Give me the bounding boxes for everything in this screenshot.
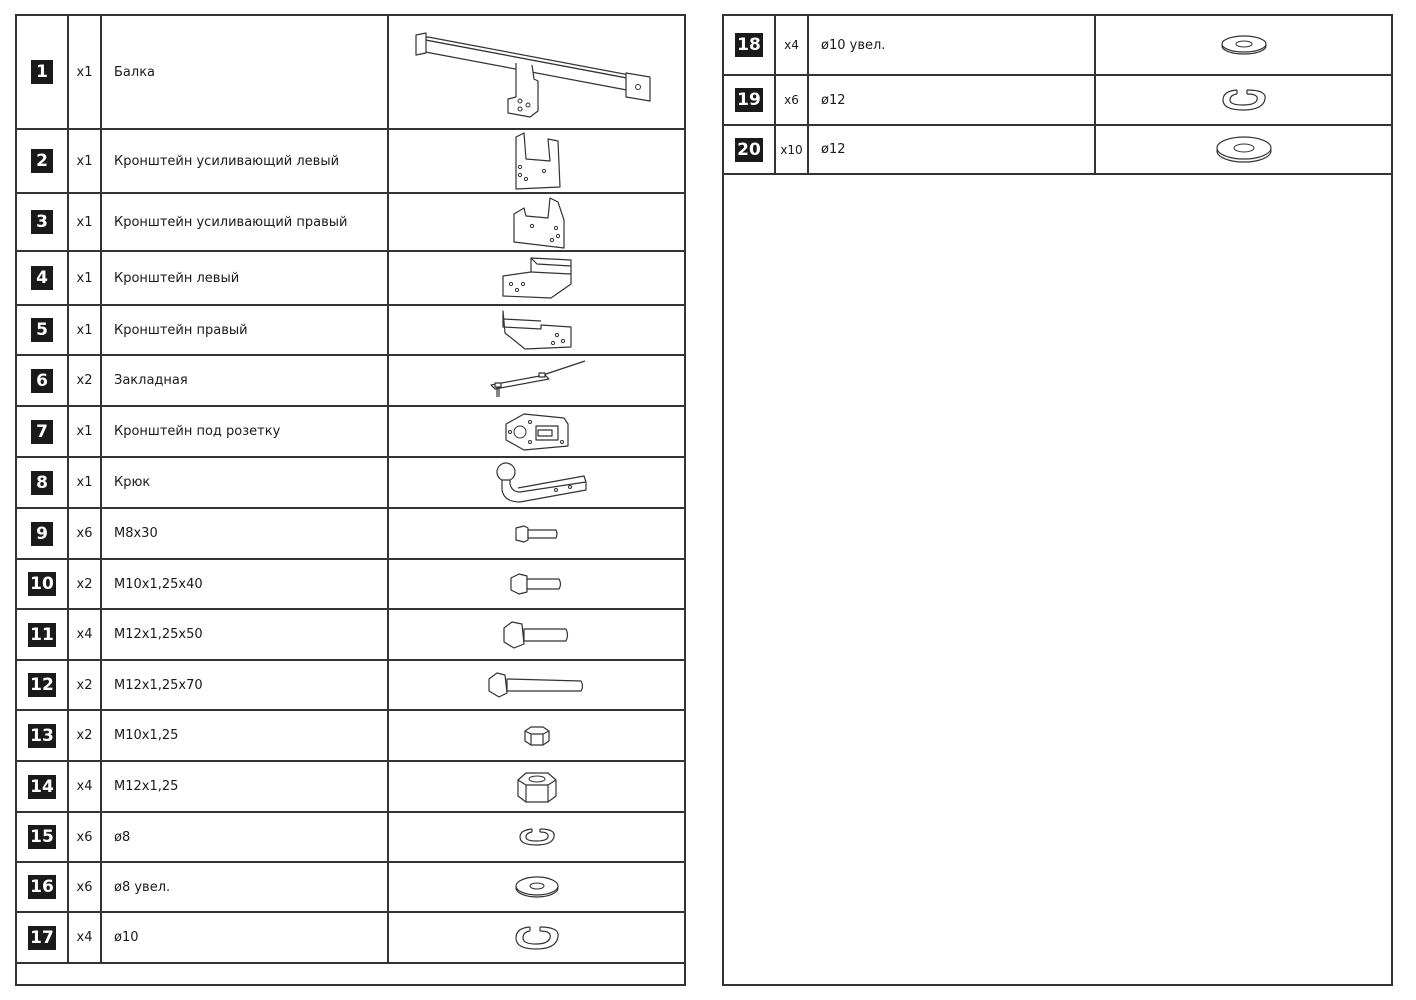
item-quantity: x1 (69, 306, 102, 354)
table-row (17, 356, 684, 407)
item-number: 1 (31, 60, 53, 84)
item-number: 20 (737, 139, 761, 160)
item-number: 8 (31, 471, 53, 495)
hex-nut-icon (514, 770, 560, 804)
item-name: Крюк (102, 458, 389, 507)
spring-washer-icon (512, 923, 562, 953)
item-name: M12x1,25 (102, 762, 389, 811)
table-row (17, 913, 684, 964)
item-name: Кронштейн усиливающий правый (102, 194, 389, 250)
item-quantity: x6 (69, 863, 102, 911)
item-number: 19 (737, 90, 761, 110)
spring-washer-icon (516, 825, 558, 849)
item-name: M10x1,25 (102, 711, 389, 760)
item-quantity: x4 (776, 16, 809, 74)
item-quantity: x2 (69, 711, 102, 760)
item-number: 4 (31, 266, 53, 290)
item-name: ø10 (102, 913, 389, 962)
item-number: 12 (30, 675, 54, 695)
table-row (17, 16, 684, 130)
item-name: M8x30 (102, 509, 389, 558)
item-number: 6 (31, 369, 53, 393)
item-name: Кронштейн усиливающий левый (102, 130, 389, 192)
flat-washer-icon (1219, 33, 1269, 57)
item-number: 15 (30, 827, 54, 847)
item-name: Балка (102, 16, 389, 128)
item-name: ø12 (809, 76, 1096, 124)
item-quantity: x1 (69, 407, 102, 456)
hex-nut-icon (521, 725, 553, 747)
reinforcing-bracket-right-icon (502, 194, 572, 250)
table-row (17, 661, 684, 711)
item-quantity: x6 (69, 813, 102, 861)
tow-ball-hook-icon (482, 460, 592, 506)
reinforcing-bracket-left-icon (502, 131, 572, 191)
item-quantity: x6 (776, 76, 809, 124)
parts-list-right-table (722, 14, 1393, 986)
table-row (724, 126, 1391, 175)
item-number: 17 (30, 927, 54, 948)
item-name: M12x1,25x50 (102, 610, 389, 659)
item-number: 10 (30, 574, 54, 594)
item-name: Закладная (102, 356, 389, 405)
item-name: M12x1,25x70 (102, 661, 389, 709)
item-name: Кронштейн правый (102, 306, 389, 354)
item-quantity: x1 (69, 130, 102, 192)
item-number: 13 (30, 725, 54, 746)
socket-bracket-icon (502, 410, 572, 454)
item-name: ø10 увел. (809, 16, 1096, 74)
item-name: ø8 (102, 813, 389, 861)
item-quantity: x4 (69, 913, 102, 962)
item-quantity: x10 (776, 126, 809, 173)
parts-list-left-table (15, 14, 686, 986)
item-quantity: x2 (69, 560, 102, 608)
item-quantity: x1 (69, 252, 102, 304)
item-number: 14 (30, 776, 54, 797)
item-number: 2 (31, 149, 53, 173)
table-row (724, 76, 1391, 126)
item-name: Кронштейн под розетку (102, 407, 389, 456)
spring-washer-icon (1219, 86, 1269, 114)
bolt-icon (502, 620, 572, 650)
table-row (17, 711, 684, 762)
item-quantity: x2 (69, 661, 102, 709)
item-number: 16 (30, 877, 54, 897)
table-row (17, 610, 684, 661)
item-number: 11 (30, 624, 54, 645)
flat-washer-icon (513, 875, 561, 899)
item-number: 3 (31, 210, 53, 234)
item-name: ø12 (809, 126, 1096, 173)
item-name: Кронштейн левый (102, 252, 389, 304)
item-name: M10x1,25x40 (102, 560, 389, 608)
table-row (17, 863, 684, 913)
table-row (17, 813, 684, 863)
table-row (17, 509, 684, 560)
flat-washer-icon (1214, 135, 1274, 165)
table-row (17, 306, 684, 356)
bolt-icon (512, 524, 562, 544)
bracket-left-icon (497, 254, 577, 302)
table-row (724, 16, 1391, 76)
table-row (17, 130, 684, 194)
item-number: 9 (31, 522, 53, 546)
item-number: 5 (31, 318, 53, 342)
item-quantity: x6 (69, 509, 102, 558)
item-quantity: x4 (69, 762, 102, 811)
item-name: ø8 увел. (102, 863, 389, 911)
bolt-icon (487, 671, 587, 699)
embedded-plate-icon (487, 359, 587, 403)
table-row (17, 560, 684, 610)
table-row (17, 458, 684, 509)
table-row (17, 407, 684, 458)
table-row (17, 252, 684, 306)
bolt-icon (509, 572, 565, 596)
item-number: 7 (31, 420, 53, 444)
table-row (17, 762, 684, 813)
item-quantity: x1 (69, 16, 102, 128)
bracket-right-icon (497, 307, 577, 353)
item-number: 18 (737, 35, 761, 55)
table-row (17, 194, 684, 252)
item-quantity: x1 (69, 458, 102, 507)
item-quantity: x4 (69, 610, 102, 659)
item-quantity: x1 (69, 194, 102, 250)
item-quantity: x2 (69, 356, 102, 405)
tow-beam-icon (412, 27, 662, 117)
